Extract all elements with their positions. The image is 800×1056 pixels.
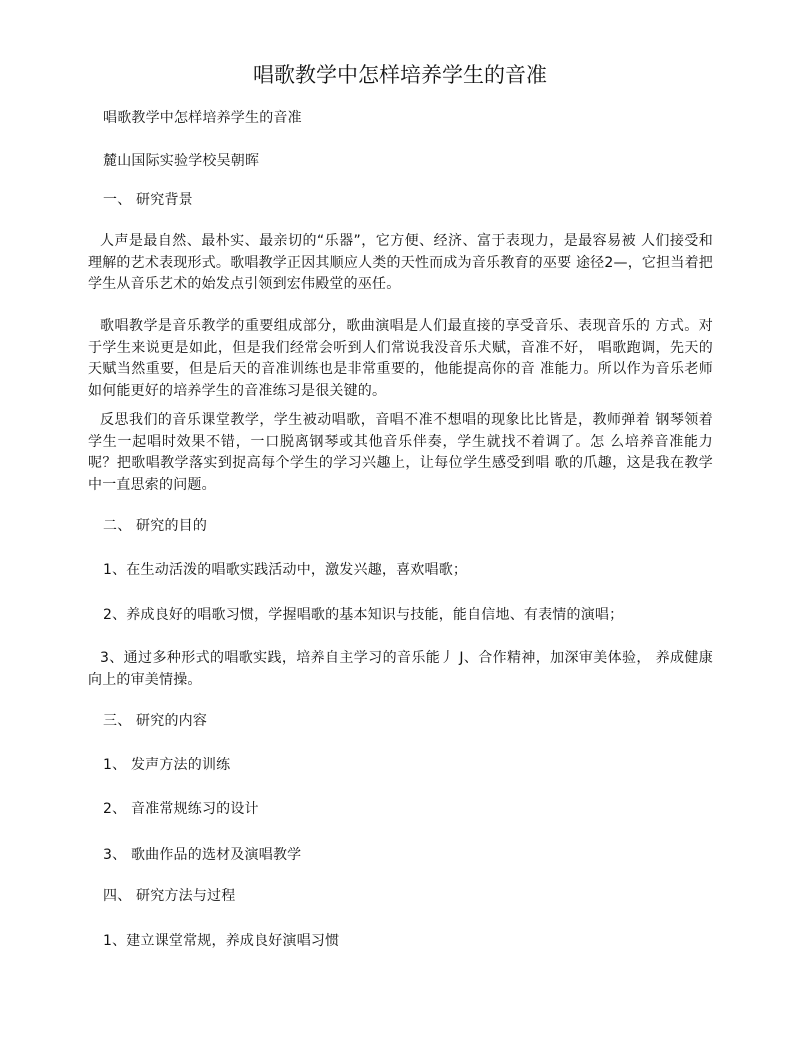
content-item-2: 2、 音准常规练习的设计 — [103, 801, 259, 817]
content-item-3: 3、 歌曲作品的选材及演唱教学 — [103, 847, 302, 863]
purpose-item-2: 2、养成良好的唱歌习惯，学握唱歌的基本知识与技能，能自信地、有表情的演唱； — [103, 607, 624, 623]
section-heading-purpose: 二、 研究的目的 — [103, 518, 208, 534]
document-title: 唱歌教学中怎样培养学生的音准 — [253, 63, 547, 87]
background-paragraph-1: 人声是最自然、最朴实、最亲切的“乐器”，它方便、经济、富于表现力，是最容易被 人们接受和理解的艺术表现形式。歌唱教学正因其顺应人类的天性而成为音乐教育的巫要 途径2—，它担当着把学生从音乐艺术的始发点引领到宏伟殿堂的巫任。 — [88, 233, 713, 292]
author-line: 麓山国际实验学校吴朝晖 — [103, 153, 260, 169]
section-heading-background: 一、 研究背景 — [103, 192, 193, 208]
method-item-1: 1、建立课堂常规，养成良好演唱习惯 — [103, 933, 340, 949]
document-subtitle: 唱歌教学中怎样培养学生的音准 — [103, 110, 302, 126]
section-heading-method: 四、 研究方法与过程 — [103, 888, 236, 904]
purpose-item-3: 3、通过多种形式的唱歌实践，培养自主学习的音乐能丿 J、合作精神，加深审美体验， 养成健康向上的审美情操。 — [88, 650, 713, 688]
background-paragraph-2: 歌唱教学是音乐教学的重要组成部分，歌曲演唱是人们最直接的享受音乐、表现音乐的 方式。对于学生来说更是如此，但是我们经常会听到人们常说我没音乐犬赋，音准不好， 唱歌跑调，先天的天赋当然重要，但是后天的音准训练也是非常重要的，他能提高你的音 准能力。所以作为音乐老师如何能更好的培养学生的音准练习是很关键的。 — [88, 318, 713, 399]
content-item-1: 1、 发声方法的训练 — [103, 757, 231, 773]
section-heading-content: 三、 研究的内容 — [103, 713, 208, 729]
background-paragraph-3: 反思我们的音乐课堂教学，学生被动唱歌，音唱不准不想唱的现象比比皆是，教师弹着 钢琴领着学生一起唱时效果不错，一口脱离钢琴或其他音乐伴奏，学生就找不着调了。怎 么培养音准能力呢？把歌唱教学落实到捉高每个学生的学习兴趣上，让每位学生感受到唱 歌的爪趣，这是我在教学中一直思索的问题。 — [88, 412, 713, 493]
purpose-item-1: 1、在生动活泼的唱歌实践活动中，激发兴趣，喜欢唱歌； — [103, 562, 468, 578]
